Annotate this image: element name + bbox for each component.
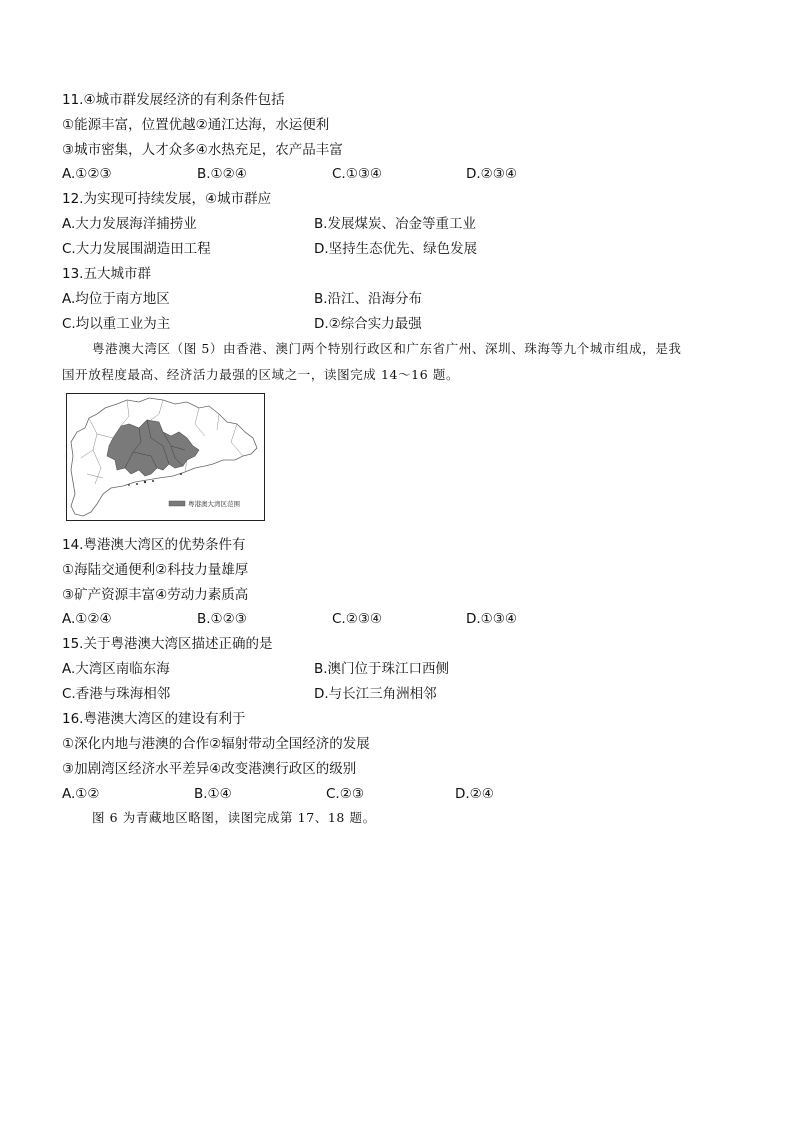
q14-line2: ③矿产资源丰富④劳动力素质高	[62, 587, 249, 603]
q13-option-d: D.②综合实力最强	[314, 316, 422, 332]
q16-line2: ③加剧湾区经济水平差异④改变港澳行政区的级别	[62, 761, 357, 777]
q15-stem: 15.关于粤港澳大湾区描述正确的是	[62, 636, 273, 652]
q11-option-d: D.②③④	[466, 166, 517, 182]
q11-option-a: A.①②③	[62, 166, 112, 182]
q13-option-b: B.沿江、沿海分布	[314, 291, 423, 307]
island-dot	[136, 483, 138, 485]
q16-option-b: B.①④	[194, 786, 232, 802]
gba-map-figure	[66, 393, 265, 521]
q14-option-d: D.①③④	[466, 611, 517, 627]
q15-option-b: B.澳门位于珠江口西侧	[314, 661, 450, 677]
island-dot	[144, 481, 146, 483]
map-legend-label: 粤港澳大湾区范围	[188, 500, 240, 508]
island-dot	[128, 484, 130, 486]
q16-stem: 16.粤港澳大湾区的建设有利于	[62, 711, 246, 727]
island-dot	[180, 473, 182, 475]
q15-option-d: D.与长江三角洲相邻	[314, 686, 437, 702]
gba-intro-line1: 粤港澳大湾区（图 5）由香港、澳门两个特别行政区和广东省广州、深圳、珠海等九个城市组成，是我	[92, 341, 682, 356]
q12-option-d: D.坚持生态优先、绿色发展	[314, 241, 478, 257]
q12-option-c: C.大力发展围湖造田工程	[62, 241, 211, 257]
q13-option-c: C.均以重工业为主	[62, 316, 171, 332]
q11-line2: ③城市密集，人才众多④水热充足，农产品丰富	[62, 142, 343, 158]
q16-option-c: C.②③	[326, 786, 364, 802]
q14-option-a: A.①②④	[62, 611, 112, 627]
gba-intro-line2: 国开放程度最高、经济活力最强的区域之一，读图完成 14～16 题。	[62, 367, 460, 382]
q11-option-b: B.①②④	[197, 166, 247, 182]
q12-option-a: A.大力发展海洋捕捞业	[62, 216, 197, 232]
q14-line1: ①海陆交通便利②科技力量雄厚	[62, 562, 249, 578]
q11-stem: 11.④城市群发展经济的有利条件包括	[62, 92, 285, 108]
island-dot	[152, 480, 154, 482]
q14-option-c: C.②③④	[332, 611, 383, 627]
q16-option-d: D.②④	[455, 786, 494, 802]
legend-swatch	[169, 501, 185, 506]
tibet-intro: 图 6 为青藏地区略图，读图完成第 17、18 题。	[92, 810, 376, 825]
q14-option-b: B.①②③	[197, 611, 247, 627]
q13-option-a: A.均位于南方地区	[62, 291, 170, 307]
q16-line1: ①深化内地与港澳的合作②辐射带动全国经济的发展	[62, 736, 370, 752]
q12-stem: 12.为实现可持续发展，④城市群应	[62, 191, 272, 207]
q14-stem: 14.粤港澳大湾区的优势条件有	[62, 537, 246, 553]
q12-option-b: B.发展煤炭、冶金等重工业	[314, 216, 477, 232]
gba-region-shade	[107, 420, 199, 476]
q13-stem: 13.五大城市群	[62, 266, 151, 282]
q15-option-a: A.大湾区南临东海	[62, 661, 170, 677]
q11-option-c: C.①③④	[332, 166, 383, 182]
q16-option-a: A.①②	[62, 786, 100, 802]
q15-option-c: C.香港与珠海相邻	[62, 686, 171, 702]
q11-line1: ①能源丰富，位置优越②通江达海，水运便利	[62, 117, 330, 133]
